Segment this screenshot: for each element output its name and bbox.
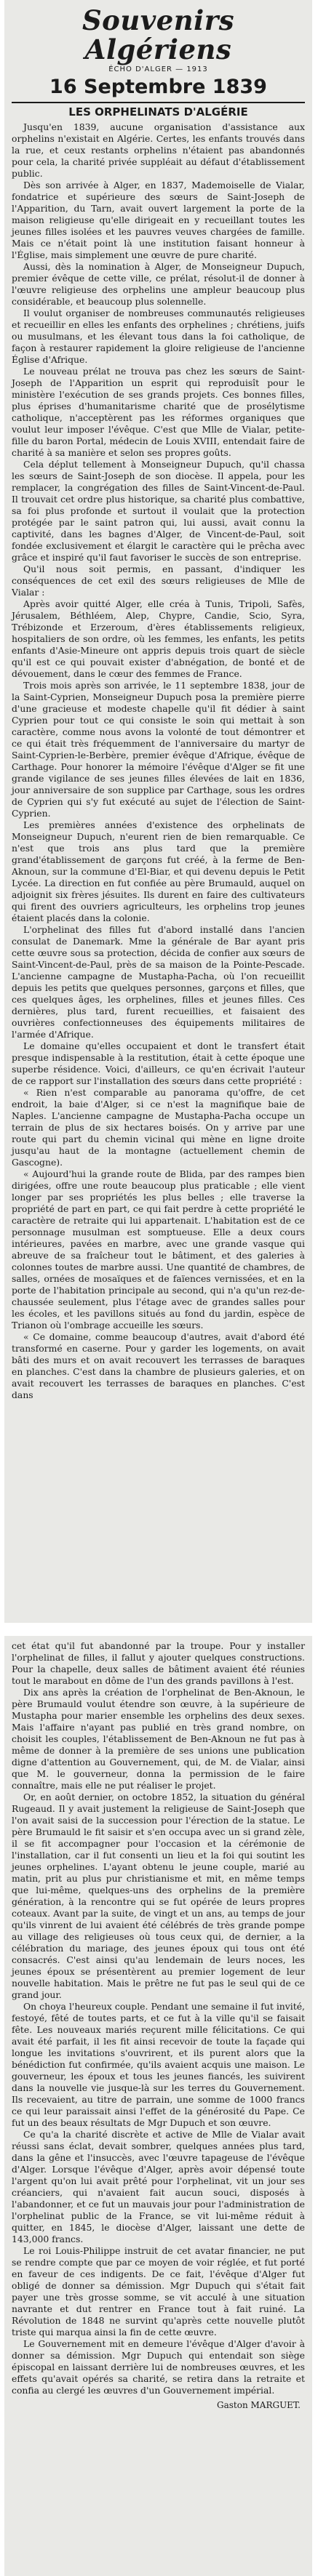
article-paragraph: Ce qu'a la charité discrète et active de Mlle de Vialar avait réussi sans éclat, devait sombrer, quelques années plus tard, dans la gêne et l'insuccès, avec l'œuvre tapageuse de l'évêque d'Alger. Lorsque l'évêque d'Alger, après avoir dépensé toute l'argent qu'on lui avait prêté pour l'orphelinat, vit un jour ses créanciers, qui n'avaient fait aucun souci, disposés à l'abandonner, et ce fut un mauvais jour pour l'administration de l'orphelinat public de la France, se vit lui-même réduit à quitter, en 1845, le diocèse d'Alger, laissant une dette de 143,000 francs. — [12, 2129, 305, 2244]
masthead-date: 16 Septembre 1839 — [49, 76, 267, 98]
masthead — [12, 6, 305, 99]
article-paragraph: Le roi Louis-Philippe instruit de cet avatar financier, ne put se rendre compte que par ce moyen de voir réglée, et fut porté en faveur de ces indigents. De ce fait, l'évêque d'Alger fut obligé de donner sa démission. Mgr Dupuch qui s'était fait payer une très grosse somme, se vit acculé à une situation navrante et dut rentrer en France tout à fait ruiné. La Révolution de 1848 ne survint qu'après cette nouvelle plutôt triste qui marqua ainsi la fin de cette œuvre. — [12, 2245, 305, 2338]
masthead-subtitle: ÉCHO D'ALGER — 1913 — [108, 65, 208, 73]
article-paragraph: Qu'il nous soit permis, en passant, d'indiquer les conséquences de cet exil des sœurs religieuses de Mlle de Vialar : — [12, 563, 305, 598]
article-paragraph: Jusqu'en 1839, aucune organisation d'assistance aux orphelins n'existait en Algérie. Certes, les enfants trouvés dans la rue, et ceux restants orphelins n'étaient pas abandonnés pour cela, la charité privée suppléait au défaut d'établissement public. — [12, 121, 305, 179]
article-paragraph: cet état qu'il fut abandonné par la troupe. Pour y installer l'orphelinat de filles, il fallut y ajouter quelques constructions. Pour la chapelle, deux salles de bâtiment avaient été réunies tout le marabout en dôme de l'un des grands pavillons à l'est. — [12, 1640, 305, 1686]
page-title: Souvenirs Algériens — [82, 4, 235, 65]
heading-rule — [12, 102, 305, 103]
article-paragraph: « Aujourd'hui la grande route de Blida, par des rampes bien dirigées, offre une route beaucoup plus praticable ; elle vient longer par ses propriétés les plus belles ; elle traverse la propriété de part en part, ce qui fait perdre à cette propriété le caractère de retraite qui lui appartenait. L'habitation est de ce personnage musulman est somptueuse. Elle a deux cours intérieures, pavées en marbre, avec une grande vasque qui abreuve de sa fraîcheur tout le bâtiment, et des galeries à colonnes toutes de marbre aussi. Une quantité de chambres, de salles, ornées de mosaïques et de faïences vernissées, et en la porte de l'habitation principale au second, qui n'a qu'un rez-de-chaussée seulement, plus l'étage avec de grandes salles pour les écoles, et les pavillons situés au fond du jardin, espèce de Trianon où l'ombrage accueille les sœurs. — [12, 1168, 305, 1331]
article-paragraph: Or, en août dernier, on octobre 1852, la situation du général Rugeaud. Il y avait justement la religieuse de Saint-Joseph que l'on avait saisi de la succession pour l'érection de la statue. Le père Brumauld le fit saisir et s'en occupa avec un si grand zèle, il se fit accompagner pour l'occasion et la cérémonie de l'installation, car il fut consenti un lieu et la foi qui soutint les jeunes orphelines. L'ayant obtenu le jeune couple, marié au matin, prit au plus pur christianisme et mit, en même temps que lui-même, quelques-uns des orphelins de la première génération, à la rencontre qui se fut opérée de leurs propres coteaux. Avant par la suite, de vingt et un ans, au temps de jour qu'ils vinrent de lui avaient été célébrés de très grande pompe au village des religieuses où tous ceux qui, de dernier, a la célébration du mariage, des jeunes époux qui tous ont été consacrés. C'est ainsi qu'au lendemain de leurs noces, les jeunes époux se présentèrent au premier logement de leur nouvelle habitation. Mais le prêtre ne fut pas le seul qui de ce grand jour. — [12, 1791, 305, 2000]
article-paragraph: Trois mois après son arrivée, le 11 septembre 1838, jour de la Saint-Cyprien, Monseigneur Dupuch posa la première pierre d'une gracieuse et modeste chapelle qu'il fit dédier à saint Cyprien pour tout ce qui consiste le soin qui mettait à son caractère, comme nous avons la volonté de tout démontrer et ce qui était très fréquemment de l'anniversaire du martyr de Saint-Cyprien-le-Berbère, premier évêque d'Afrique, évêque de Carthage. Pour honorer la mémoire l'évêque d'Alger se fit une grande vigilance de ses jeunes filles élevées de lait en 1836, jour anniversaire de son supplice par Carthage, sous les ordres de Cyprien qui s'y fut exécuté au sujet de l'élection de Saint-Cyprien. — [12, 680, 305, 819]
article-paragraph: Dix ans après la création de l'orphelinat de Ben-Aknoun, le père Brumauld voulut étendre son œuvre, à la supérieure de Mustapha pour marier ensemble les orphelins des deux sexes. Mais l'affaire n'ayant pas publié en très grand nombre, on choisit les couples, l'établissement de Ben-Aknoun ne fut pas à même de donner à la première de ses unions une publication digne d'attention au Gouvernement, qui, de M. de Vialar, ainsi que M. le gouverneur, donna la permission de le faire connaître, mais elle ne put réaliser le projet. — [12, 1687, 305, 1791]
article-paragraph: Les premières années d'existence des orphelinats de Monseigneur Dupuch, n'eurent rien de bien remarquable. Ce n'est que trois ans plus tard que la première grand'établissement de garçons fut créé, à la ferme de Ben-Aknoun, sur la commune d'El-Biar, et qui devenu depuis le Petit Lycée. La direction en fut confiée au père Brumauld, auquel on adjoignit six frères jésuites. Ils durent en faire des cultivateurs qui firent des ouvriers agriculteurs, les orphelins trop jeunes étaient placés dans la colonie. — [12, 819, 305, 923]
article-paragraph: Cela déplut tellement à Monseigneur Dupuch, qu'il chassa les sœurs de Saint-Joseph de son diocèse. Il appela, pour les remplacer, la congrégation des filles de Saint-Vincent-de-Paul. Il trouvait cet ordre plus historique, sa charité plus combattive, sa foi plus profonde et surtout il voulait que la protection protégée par le saint patron qui, lui aussi, avait connu la captivité, dans les bagnes d'Alger, de Vincent-de-Paul, soit fondée exclusivement et élargit le caractère qui le prêcha avec grâce et inspiré qu'il faut favoriser le succès de son entreprise. — [12, 459, 305, 563]
author-signature: Gaston MARGUET. — [217, 2400, 301, 2410]
article-paragraph: Le Gouvernement mit en demeure l'évêque d'Alger d'avoir à donner sa démission. Mgr Dupuch qui entendait son siège épiscopal en laissant derrière lui de nombreuses œuvres, et les effets qu'avait opérés sa charité, se retira dans la retraite et confia au clergé les œuvres d'un Gouvernement impérial. — [12, 2338, 305, 2396]
article-heading: LES ORPHELINATS D'ALGÉRIE — [68, 105, 248, 119]
clipping-part-two — [4, 1636, 312, 2576]
article-paragraph: Après avoir quitté Alger, elle créa à Tunis, Tripoli, Safès, Jérusalem, Béthléem, Alep, Chypre, Candie, Scio, Syra, Trébizonde et Erzeroum, d'ères établissements religieux, hospitaliers de son ordre, où les femmes, les enfants, les petits enfants d'Asie-Mineure ont appris depuis trois quart de siècle qu'il est ce qui pouvait exister d'abnégation, de bonté et de dévouement, dans le cœur des femmes de France. — [12, 598, 305, 679]
article-paragraph: « Rien n'est comparable au panorama qu'offre, de cet endroit, la baie d'Alger, si ce n'est la magnifique baie de Naples. L'ancienne campagne de Mustapha-Pacha occupe un terrain de plus de six hectares boisés. On y arrive par une route qui part du chemin vicinal qui mène en ligne droite jusqu'au haut de la montagne (actuellement chemin de Gascogne). — [12, 1087, 305, 1168]
article-paragraph: Le domaine qu'elles occupaient et dont le transfert était presque indispensable à la restitution, était à cette époque une superbe résidence. Voici, d'ailleurs, ce qu'en écrivait l'auteur de ce rapport sur l'installation des sœurs dans cette propriété : — [12, 1040, 305, 1086]
article-paragraph: Le nouveau prélat ne trouva pas chez les sœurs de Saint-Joseph de l'Apparition un esprit qui reproduisît pour le ministère l'exécution de ses grands projets. Ces bonnes filles, plus éprises d'humanitarisme charité que de prosélytisme catholique, n'acceptèrent pas les réformes organiques que voulut leur imposer l'évêque. C'est que Mlle de Vialar, petite-fille du baron Portal, médecin de Louis XVIII, entendait faire de charité à sa manière et selon ses propres goûts. — [12, 366, 305, 458]
article-paragraph: « Ce domaine, comme beaucoup d'autres, avait d'abord été transformé en caserne. Pour y garder les logements, on avait bâti des murs et on avait recouvert les terrasses de baraques en planches. C'est dans la chambre de plusieurs galeries, et on avait recouvert les terrasses de baraques en planches. C'est dans — [12, 1331, 305, 1400]
article-paragraph: Aussi, dès la nomination à Alger, de Monseigneur Dupuch, premier évêque de cette ville, ce prélat, résolut-il de donner à l'œuvre religieuse des orphelins une ampleur beaucoup plus considérable, et beaucoup plus solennelle. — [12, 261, 305, 307]
article-paragraph: Dès son arrivée à Alger, en 1837, Mademoiselle de Vialar, fondatrice et supérieure des sœurs de Saint-Joseph de l'Apparition, du Tarn, avait ouvert largement la porte de la maison religieuse qu'elle dirigeait en y recueillant toutes les jeunes filles isolées et les pauvres veuves chargées de famille. Mais ce n'était point là une institution faisant honneur à l'Église, mais simplement une œuvre de pure charité. — [12, 180, 305, 260]
article-paragraph: On choya l'heureux couple. Pendant une semaine il fut invité, festoyé, fêté de toutes parts, et ce fut à la ville qu'il se faisait fête. Les nouveaux mariés reçurent mille félicitations. Ce qui avait été parfait, il les fit ainsi recevoir de toute la façade qui longue les invitations s'ouvrirent, et ils purent alors que la bénédiction fut confirmée, qu'ils avaient acquis une maison. Le gouverneur, les époux et tous les jeunes fiancés, les suivirent dans la nouvelle vie jusque-là sur les terres du Gouvernement. Ils recevaient, au titre de parrain, une somme de 1000 francs ce qui leur paraissait ainsi l'effet de la générosité du Pape. Ce fut un des beaux résultats de Mgr Dupuch et son œuvre. — [12, 2001, 305, 2128]
article-paragraph: Il voulut organiser de nombreuses communautés religieuses et recueillir en elles les enfants des orphelines ; chrétiens, juifs ou musulmans, et les élevant tous dans la foi catholique, de façon à restaurer rapidement la gloire religieuse de l'ancienne Église d'Afrique. — [12, 308, 305, 365]
article-paragraph: L'orphelinat des filles fut d'abord installé dans l'ancien consulat de Danemark. Mme la générale de Bar ayant pris cette œuvre sous sa protection, décida de confier aux sœurs de Saint-Vincent-de-Paul, près de sa maison de la Pointe-Pescade. L'ancienne campagne de Mustapha-Pacha, où l'on recueillit depuis les petits que quelques personnes, garçons et filles, que ces quelques âges, les orphelines, filles et jeunes filles. Ces dernières, plus tard, furent recueillies, et faisaient des ouvrières confectionneuses des équipements militaires de l'armée d'Afrique. — [12, 924, 305, 1040]
clipping-part-one — [4, 0, 312, 1623]
